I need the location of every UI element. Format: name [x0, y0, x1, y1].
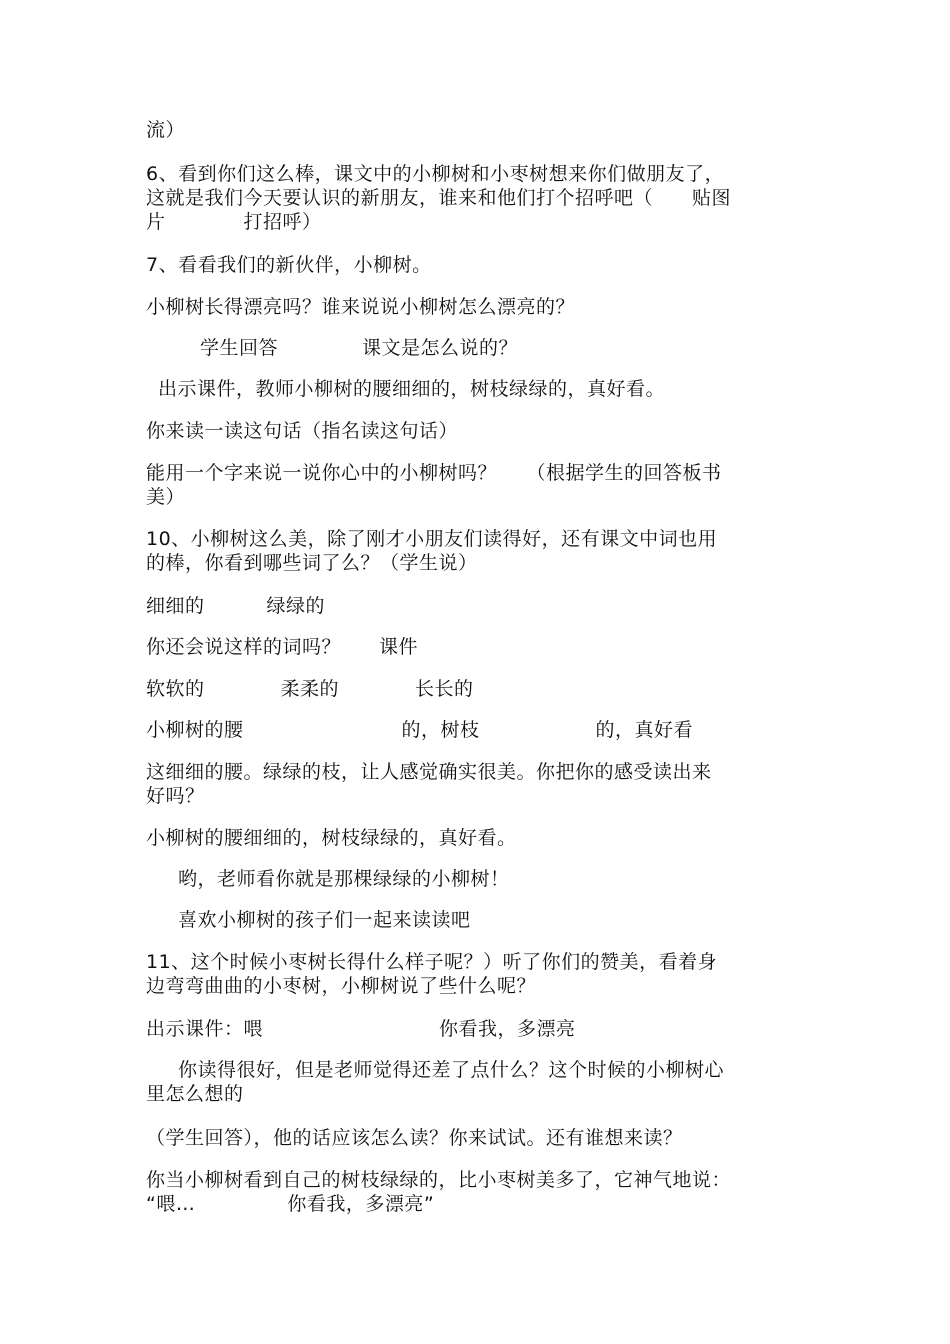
proud-quote-b: 你看我，多漂亮” — [287, 1193, 435, 1215]
paragraph-7 — [146, 253, 806, 277]
text-line: 里怎么想的 — [146, 1083, 244, 1105]
paragraph-10 — [146, 527, 806, 575]
paragraph-more-words — [146, 635, 806, 659]
student-answer-text: 学生回答 — [200, 337, 279, 359]
word-rourou: 柔柔的 — [280, 678, 340, 700]
paragraph-missing — [178, 1058, 838, 1082]
text-line: 你来读一读这句话（指名读这句话） — [146, 420, 459, 442]
text-line: 喜欢小柳树的孩子们一起来读读吧 — [178, 909, 471, 931]
text-line — [146, 1192, 806, 1216]
word-ruanruan: 软软的 — [146, 678, 205, 700]
word-changchang: 长长的 — [415, 678, 474, 700]
text-line: 你读得很好，但是老师觉得还差了点什么？这个时候的小柳树心 — [178, 1059, 725, 1081]
paragraph-one-word — [146, 461, 806, 509]
text-line: 小柳树的腰细细的，树枝绿绿的，真好看。 — [146, 827, 517, 849]
text-line: 你当小柳树看到自己的树枝绿绿的，比小枣树美多了，它神气地说： — [146, 1169, 732, 1191]
paragraph-courseware-2 — [146, 1017, 806, 1041]
text-line: 这就是我们今天要认识的新朋友，谁来和他们打个招呼吧（ 贴图 — [146, 187, 732, 209]
text-line: 6、看到你们这么棒，课文中的小柳树和小枣树想来你们做朋友了， — [146, 163, 725, 185]
text-line: 边弯弯曲曲的小枣树，小柳树说了些什么呢？ — [146, 975, 537, 997]
paragraph-sentence-repeat — [146, 826, 806, 850]
paragraph-praise — [178, 867, 838, 891]
text-line: 好吗？ — [146, 785, 205, 807]
paragraph-words-2 — [146, 677, 806, 701]
word-lvlv: 绿绿的 — [266, 595, 326, 617]
paragraph-11 — [146, 950, 806, 998]
text-line: 美） — [146, 486, 186, 508]
paragraph-words-1 — [146, 594, 806, 618]
text-line: 流） — [146, 119, 186, 141]
paragraph-how-read — [146, 1126, 806, 1150]
courseware-label: 课件 — [379, 636, 419, 658]
fill-part-b: 的，树枝 — [401, 719, 480, 741]
paragraph-feel — [146, 760, 806, 808]
paragraph-read-together — [178, 908, 838, 932]
fill-part-a: 小柳树的腰 — [146, 719, 244, 741]
text-line: 小柳树长得漂亮吗？谁来说说小柳树怎么漂亮的？ — [146, 296, 576, 318]
text-line: 7、看看我们的新伙伴，小柳树。 — [146, 254, 432, 276]
courseware-2-a: 出示课件：喂 — [146, 1018, 264, 1040]
text-line: （学生回答），他的话应该怎么读？你来试试。还有谁想来读？ — [146, 1127, 683, 1149]
paragraph-fill-blank — [146, 718, 806, 742]
word-xixi: 细细的 — [146, 595, 205, 617]
how-text-says: 课文是怎么说的？ — [362, 337, 519, 359]
text-line: 片 打招呼） — [146, 211, 322, 233]
paragraph-student-answer — [200, 336, 860, 360]
paragraph-missing-cont — [146, 1082, 806, 1106]
proud-quote-a: “喂… — [146, 1193, 196, 1215]
paragraph-liu-tail — [146, 118, 806, 142]
paragraph-proud — [146, 1168, 806, 1216]
text-line: 哟，老师看你就是那棵绿绿的小柳树！ — [178, 868, 510, 890]
paragraph-question-pretty — [146, 295, 806, 319]
more-words-question: 你还会说这样的词吗？ — [146, 636, 342, 658]
text-line: 这细细的腰。绿绿的枝，让人感觉确实很美。你把你的感受读出来 — [146, 761, 712, 783]
text-line: 的棒，你看到哪些词了么？（学生说） — [146, 552, 478, 574]
paragraph-6 — [146, 162, 806, 234]
fill-part-c: 的，真好看 — [595, 719, 694, 741]
text-line: 10、小柳树这么美，除了刚才小朋友们读得好，还有课文中词也用 — [146, 528, 718, 550]
courseware-2-b: 你看我，多漂亮 — [439, 1018, 576, 1040]
text-line: 能用一个字来说一说你心中的小柳树吗？ （根据学生的回答板书 — [146, 462, 722, 484]
paragraph-courseware-1 — [158, 377, 818, 401]
text-line: 出示课件，教师小柳树的腰细细的，树枝绿绿的，真好看。 — [158, 378, 666, 400]
text-line: 11、这个时候小枣树长得什么样子呢？）听了你们的赞美，看着身 — [146, 951, 718, 973]
paragraph-read-sentence — [146, 419, 806, 443]
